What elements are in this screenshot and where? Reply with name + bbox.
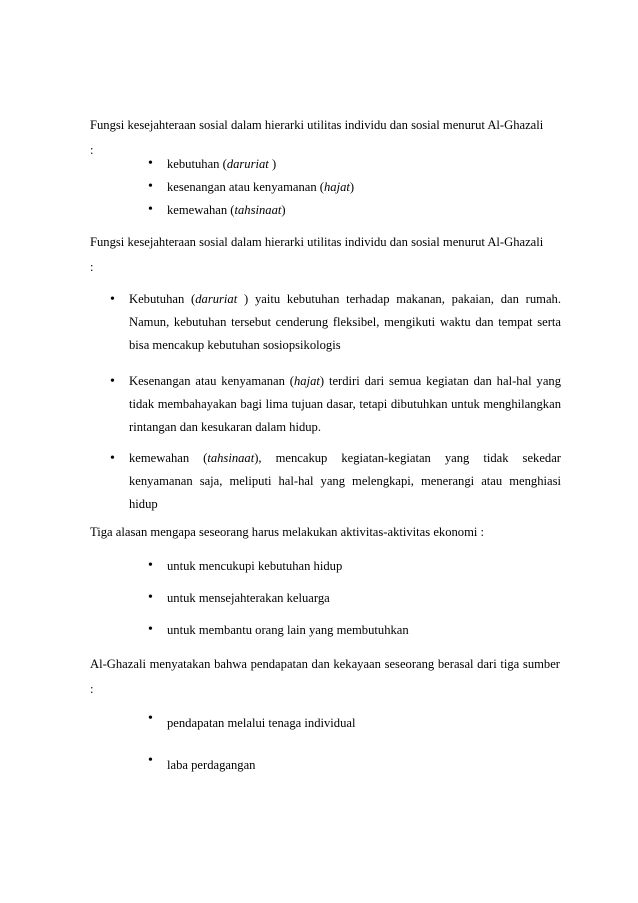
list-item-pre: Kebutuhan (	[129, 292, 196, 306]
list-item-text	[129, 288, 561, 357]
section-2-colon: :	[90, 260, 94, 274]
list-item-pre: kemewahan (	[167, 203, 235, 217]
list-item-pre: kebutuhan (	[167, 157, 227, 171]
list-item-text: untuk mensejahterakan keluarga	[167, 591, 330, 605]
bullet-icon: •	[148, 179, 153, 194]
list-item	[0, 200, 638, 220]
section-3-heading	[90, 520, 560, 545]
list-item	[0, 713, 638, 733]
list-item	[0, 755, 638, 775]
bullet-icon: •	[110, 374, 115, 389]
list-item-text	[167, 177, 354, 197]
list-item-post: )	[349, 180, 355, 194]
section-4-heading	[90, 652, 560, 702]
list-item-text	[167, 200, 286, 220]
list-item-term: daruriat	[195, 292, 238, 306]
list-item-post: )	[268, 157, 277, 171]
list-item-term: hajat	[324, 180, 350, 194]
list-item-post: )	[281, 203, 286, 217]
list-item	[0, 588, 638, 608]
list-item-term: hajat	[293, 374, 320, 388]
list-item-text: untuk membantu orang lain yang membutuhkan	[167, 623, 409, 637]
section-3-heading-text: Tiga alasan mengapa seseorang harus melakukan aktivitas-aktivitas ekonomi :	[90, 525, 485, 539]
bullet-icon: •	[148, 202, 153, 217]
bullet-icon: •	[110, 292, 115, 307]
bullet-icon: •	[148, 558, 153, 573]
bullet-icon: •	[110, 451, 115, 466]
list-item	[0, 620, 638, 640]
list-item-text: pendapatan melalui tenaga individual	[167, 716, 356, 730]
list-item-term: tahsinaat	[234, 203, 282, 217]
list-item-pre: kemewahan (	[129, 451, 208, 465]
list-item-text: laba perdagangan	[167, 758, 256, 772]
list-item-term: daruriat	[226, 157, 269, 171]
section-2-heading-text: Fungsi kesejahteraan sosial dalam hierarki utilitas individu dan sosial menurut Al-Ghazali	[90, 235, 544, 249]
list-item	[0, 154, 638, 174]
list-item-text	[167, 154, 276, 174]
list-item	[0, 177, 638, 197]
section-1-colon: :	[90, 143, 94, 157]
list-item-pre: kesenangan atau kenyamanan (	[167, 180, 324, 194]
bullet-icon: •	[148, 590, 153, 605]
list-item-text	[129, 370, 561, 439]
list-item-text	[129, 447, 561, 516]
section-4-heading-text: Al-Ghazali menyatakan bahwa pendapatan dan kekayaan seseorang berasal dari tiga sumber :	[90, 657, 560, 696]
list-item-post: ) terdiri dari semua kegiatan dan hal-hal yang tidak membahayakan bagi lima tujuan dasar, tetapi dibutuhkan untuk menghilangkan rintangan dan kesukaran dalam hidup.	[129, 374, 562, 434]
bullet-icon: •	[148, 711, 153, 726]
list-item-term: tahsinaat	[207, 451, 255, 465]
list-item-pre: Kesenangan atau kenyamanan (	[129, 374, 294, 388]
bullet-icon: •	[148, 622, 153, 637]
section-2-heading	[90, 230, 560, 280]
list-item-text: untuk mencukupi kebutuhan hidup	[167, 559, 343, 573]
list-item-post: ), mencakup kegiatan-kegiatan yang tidak sekedar kenyamanan saja, meliputi hal-hal yang melengkapi, menerangi atau menghiasi hidup	[129, 451, 561, 511]
bullet-icon: •	[148, 156, 153, 171]
list-item-post: ) yaitu kebutuhan terhadap makanan, pakaian, dan rumah. Namun, kebutuhan tersebut cenderung fleksibel, mengikuti waktu dan tempat serta bisa mencakup kebutuhan sosiopsikologis	[129, 292, 561, 352]
bullet-icon: •	[148, 753, 153, 768]
section-1-heading-text: Fungsi kesejahteraan sosial dalam hierarki utilitas individu dan sosial menurut Al-Ghazali	[90, 118, 544, 132]
list-item	[0, 556, 638, 576]
